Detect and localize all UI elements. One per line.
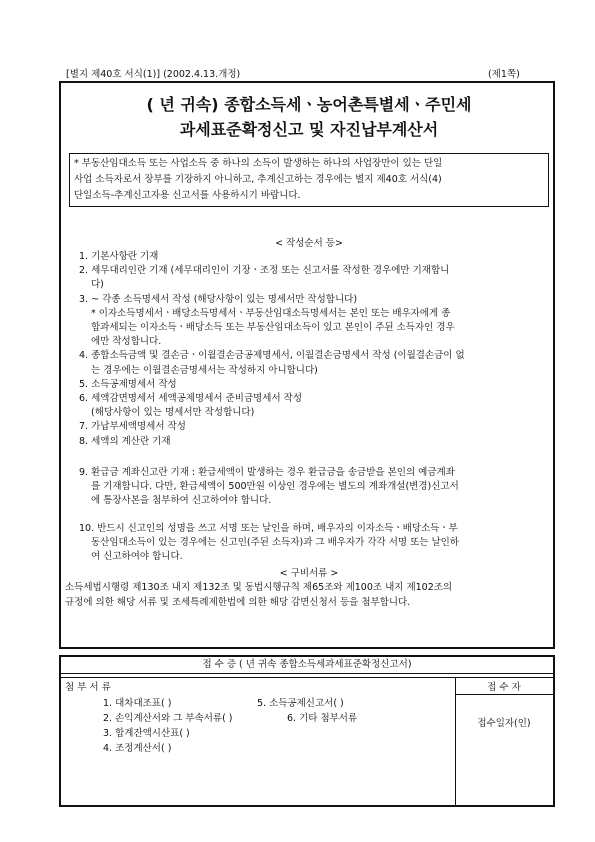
- instruction-line: * 이자소득명세서ㆍ배당소득명세서ㆍ부동산임대소득명세서는 본인 또는 배우자에게 종: [91, 307, 451, 319]
- notice-line: 단일소득-추계신고자용 신고서를 사용하시기 바랍니다.: [74, 190, 301, 201]
- instruction-line: 를 기재합니다. 다만, 환급세액이 500만원 이상인 경우에는 별도의 계좌개설(변경)신고서: [91, 481, 459, 493]
- notice-line: 사업 소득자로서 장부를 기장하지 아니하고, 추계신고하는 경우에는 별지 제40호 서식(4): [74, 174, 442, 185]
- instruction-line: 3. ~ 각종 소득명세서 작성 (해당사항이 있는 명세서만 작성합니다): [79, 293, 358, 305]
- notice-line: * 부동산임대소득 또는 사업소득 중 하나의 소득이 발생하는 하나의 사업장만이 있는 단일: [74, 158, 443, 169]
- form-reference: [별지 제40호 서식(1)] (2002.4.13.개정): [66, 69, 241, 80]
- instruction-line: 5. 소득공제명세서 작성: [79, 378, 177, 390]
- instructions-list: [79, 250, 549, 449]
- attachment-item: 3. 합계잔액시산표( ): [103, 728, 190, 739]
- form-title-line1: ( 년 귀속) 종합소득세ㆍ농어촌특별세ㆍ주민세: [146, 95, 472, 114]
- receipt-title: 접 수 증 ( 년 귀속 종합소득세과세표준확정신고서): [61, 657, 553, 674]
- instruction-line: 에만 작성합니다.: [91, 336, 162, 348]
- documents-text: [65, 580, 551, 610]
- documents-line: 소득세법시행령 제130조 내지 제132조 및 동법시행규칙 제65조와 제100조 내지 제102조의: [65, 582, 453, 593]
- receipt-date-label: 접수일자(인): [477, 718, 531, 729]
- page-number: (제1쪽): [488, 69, 520, 80]
- attachment-item: 2. 손익계산서와 그 부속서류( ): [103, 713, 233, 724]
- notice-box: [69, 153, 549, 207]
- instruction-line: 다): [91, 279, 104, 291]
- form-title-line2: 과세표준확정신고 및 자진납부계산서: [179, 120, 439, 139]
- documents-line: 규정에 의한 해당 서류 및 조세특례제한법에 의한 해당 감면신청서 등을 첨부합니다.: [65, 597, 411, 608]
- instructions-list-signature: [79, 522, 549, 565]
- instruction-line: 2. 세무대리인란 기재 (세무대리인이 기장ㆍ조정 또는 신고서를 작성한 경우에만 기재합니: [79, 265, 450, 277]
- receipt-section: [59, 655, 555, 807]
- instructions-list-refund: [79, 466, 549, 509]
- instruction-line: (해당사항이 있는 명세서만 작성합니다): [91, 407, 255, 419]
- receipt-divider-row: [61, 673, 553, 678]
- instructions-title: < 작성순서 등>: [275, 238, 343, 249]
- instruction-line: 10. 반드시 신고인의 성명을 쓰고 서명 또는 날인을 하며, 배우자의 이자소득ㆍ배당소득ㆍ부: [79, 523, 458, 534]
- instruction-line: 에 통장사본을 첨부하여 신고하여야 합니다.: [91, 495, 272, 507]
- receiver-header-line: [455, 694, 553, 695]
- instruction-line: 는 경우에는 이월결손금명세서는 작성하지 아니합니다): [91, 364, 318, 376]
- receipt-column-divider: [455, 677, 456, 805]
- instruction-line: 9. 환급금 계좌신고란 기재 : 환급세액이 발생하는 경우 환급금을 송금받을 본인의 예금계좌: [79, 467, 455, 478]
- attachment-item: 1. 대차대조표( ): [103, 698, 172, 709]
- instruction-line: 8. 세액의 계산란 기재: [79, 435, 171, 447]
- instruction-line: 동산임대소득이 있는 경우에는 신고인(주된 소득자)과 그 배우자가 각각 서명 또는 날인하: [91, 537, 459, 549]
- instruction-line: 6. 세액감면명세서 세액공제명세서 준비금명세서 작성: [79, 393, 303, 405]
- documents-title: < 구비서류 >: [279, 568, 339, 579]
- instruction-line: 7. 가납부세액명세서 작성: [79, 421, 186, 433]
- instruction-line: 1. 기본사항란 기재: [79, 251, 159, 262]
- instruction-line: 여 신고하여야 합니다.: [91, 551, 183, 563]
- attachment-item: 4. 조정계산서( ): [103, 743, 172, 754]
- attachment-item: 6. 기타 첨부서류: [287, 713, 358, 724]
- attachments-header: 첨 부 서 류: [65, 682, 111, 693]
- attachment-item: 5. 소득공제신고서( ): [257, 698, 344, 709]
- form-body: [59, 81, 555, 649]
- instruction-line: 4. 종합소득금액 및 결손금ㆍ이월결손금공제명세서, 이월결손금명세서 작성 (이월결손금이 없: [79, 350, 465, 362]
- instruction-line: 합과세되는 이자소득ㆍ배당소득 또는 부동산임대소득이 있고 본인이 주된 소득자인 경우: [91, 322, 455, 334]
- receiver-header: 접 수 자: [487, 682, 521, 693]
